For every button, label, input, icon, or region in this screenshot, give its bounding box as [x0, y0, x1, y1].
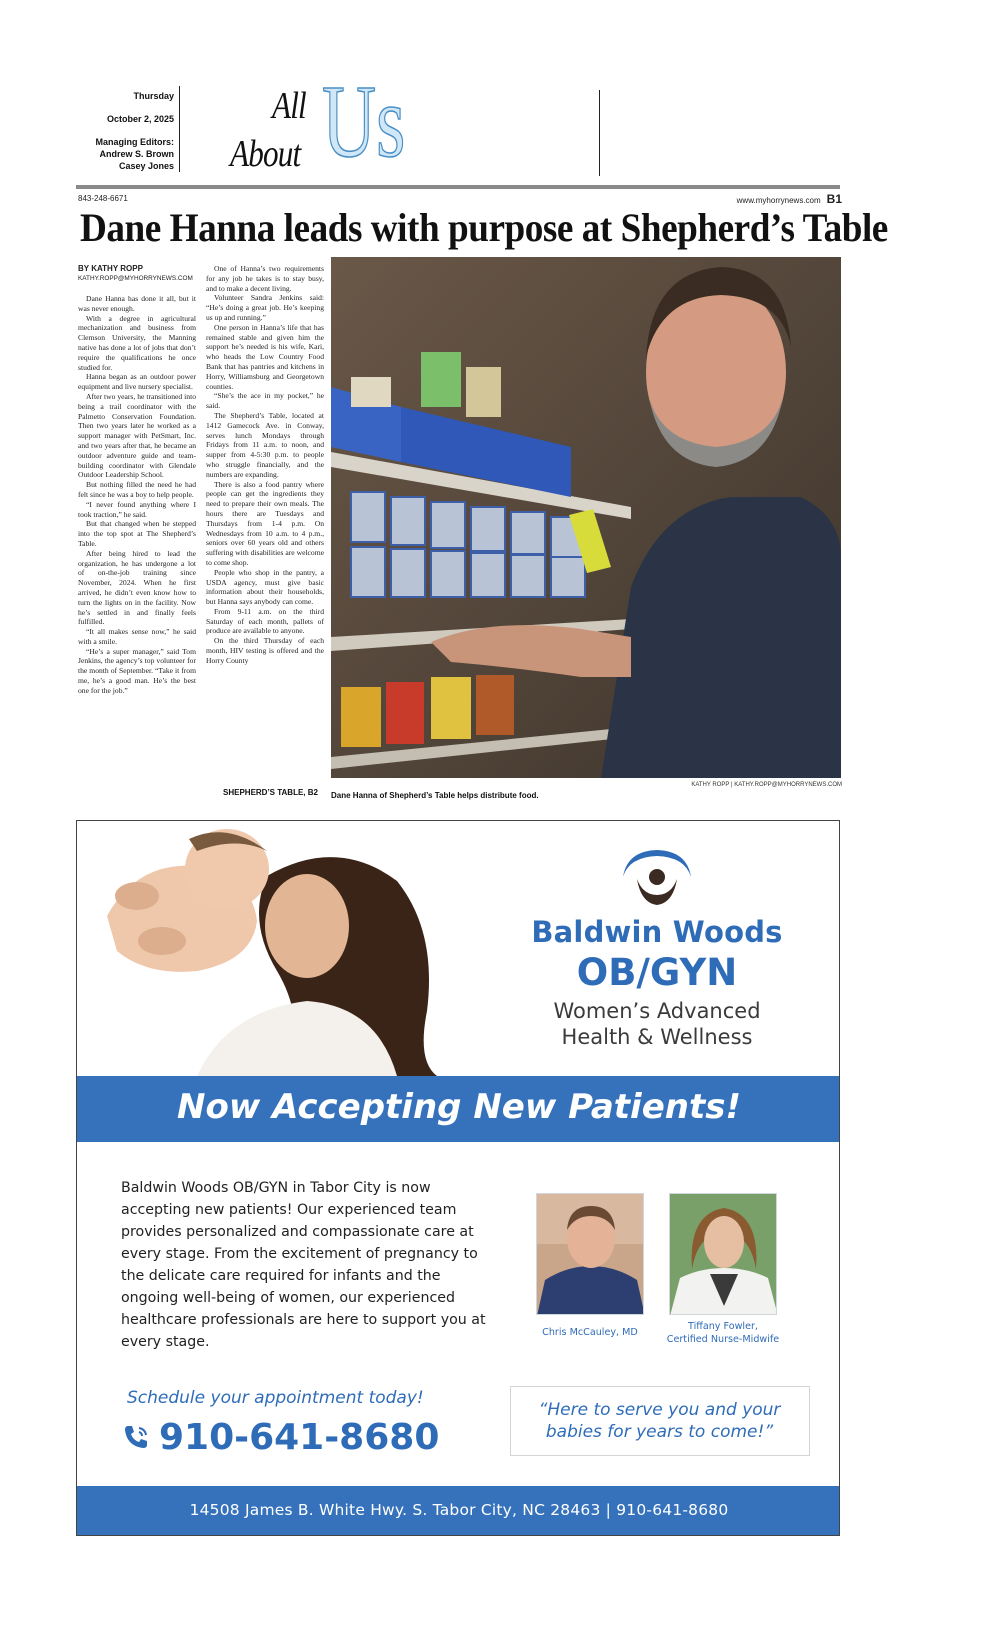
doctor-name: Chris McCauley, MD	[542, 1327, 638, 1338]
continued-jump-line[interactable]: SHEPHERD’S TABLE, B2	[223, 788, 318, 797]
phone-cta[interactable]	[121, 1414, 439, 1460]
paragraph: On the third Thursday of each month, HIV testing is offered and the Horry County	[206, 636, 324, 665]
ad-footer	[77, 1486, 840, 1536]
header-rule	[76, 185, 840, 189]
phone-number[interactable]: 910-641-8680	[159, 1416, 440, 1458]
website-and-page	[737, 192, 842, 206]
advertisement[interactable]	[76, 820, 840, 1536]
ad-banner-text: Now Accepting New Patients!	[177, 1087, 741, 1127]
paragraph: The Shepherd’s Table, located at 1412 Gamecock Ave. in Conway, serves lunch Mondays through Fridays from 11 a.m. to noon, and supper from 4-5:30 p.m. to people who struggle financially, and the numbers are expanding.	[206, 410, 324, 479]
logo-figure-icon	[617, 847, 697, 909]
article-column-1	[78, 264, 196, 696]
ad-tagline: Women’s Advanced	[553, 999, 761, 1023]
midwife-title: Certified Nurse-Midwife	[666, 1334, 780, 1345]
newsroom-phone: 843-248-6671	[78, 194, 128, 203]
paragraph: After two years, he transitioned into being a trail coordinator with the Palmetto Conservation Foundation. Then two years later he worked as a support manager with PetSmart, Inc. and two years after that, he became an outdoor adventure guide and team-building coordinator with Glendale Outdoor Leadership School.	[78, 391, 196, 480]
issue-date: October 2, 2025	[106, 114, 174, 124]
doctor-photo	[536, 1193, 644, 1315]
paragraph: Hanna began as an outdoor power equipment and live nursery specialist.	[78, 372, 196, 392]
photo-credit: KATHY ROPP | KATHY.ROPP@MYHORRYNEWS.COM	[691, 782, 842, 788]
ad-body-text: Baldwin Woods OB/GYN in Tabor City is now accepting new patients! Our experienced team provides personalized and compassionate care at every stage. From the excitement of pregnancy to the delicate care required for infants and the ongoing well-being of women, our experienced healthcare professionals are here to support you at every stage.	[121, 1180, 486, 1350]
paragraph: People who shop in the pantry, a USDA agency, must give basic information about their households, but Hanna says anybody can come.	[206, 567, 324, 607]
ad-tagline: Health & Wellness	[561, 1025, 753, 1049]
paragraph: Volunteer Sandra Jenkins said: “He’s doing a great job. He’s keeping us up and running.”	[206, 293, 324, 322]
paragraph: But that changed when he stepped into the top spot at The Shepherd’s Table.	[78, 519, 196, 548]
quote-line: “Here to serve you and your	[538, 1400, 781, 1420]
ad-brand-name: Baldwin Woods	[531, 915, 783, 949]
byline: BY KATHY ROPP	[78, 264, 143, 273]
editors-label: Managing Editors:	[95, 137, 174, 147]
masthead-divider	[599, 90, 600, 176]
paragraph: “I never found anything where I took traction,” he said.	[78, 499, 196, 519]
paragraph: Dane Hanna has done it all, but it was never enough.	[78, 294, 196, 313]
editor-name: Casey Jones	[118, 161, 174, 171]
website-link[interactable]: www.myhorrynews.com	[736, 196, 821, 205]
paragraph: “She’s the ace in my pocket,” he said.	[206, 391, 324, 411]
byline-email[interactable]: KATHY.ROPP@MYHORRYNEWS.COM	[78, 275, 193, 282]
masthead-meta	[76, 90, 174, 172]
paragraph: One person in Hanna’s life that has remained stable and given him the support he’s needed is his wife, Kari, who heads the Low Country Food Bank that has pantries and kitchens in Horry, Williamsburg and Georgetown counties.	[206, 322, 324, 391]
article-photo	[331, 257, 841, 778]
quote-text	[511, 1399, 808, 1443]
article-column-2	[206, 264, 324, 666]
phone-icon	[121, 1422, 151, 1452]
quote-box	[510, 1386, 810, 1456]
section-title-all: All	[272, 85, 306, 127]
section-title-us: Us	[322, 64, 406, 179]
editor-name: Andrew S. Brown	[99, 149, 174, 159]
photo-caption: Dane Hanna of Shepherd’s Table helps distribute food.	[331, 791, 539, 800]
ad-brand-specialty: OB/GYN	[576, 951, 738, 994]
midwife-name-text: Tiffany Fowler,	[688, 1321, 758, 1332]
page-number: B1	[826, 192, 842, 206]
article-headline: Dane Hanna leads with purpose at Shepherd’s Table	[80, 205, 888, 250]
paragraph: “It all makes sense now,” he said with a smile.	[78, 627, 196, 646]
midwife-photo	[669, 1193, 777, 1315]
issue-day: Thursday	[133, 91, 174, 101]
quote-line: babies for years to come!”	[545, 1422, 774, 1442]
midwife-name	[648, 1320, 798, 1346]
ad-address: 14508 James B. White Hwy. S. Tabor City, NC 28463 | 910-641-8680	[189, 1501, 729, 1519]
paragraph: But nothing filled the need he had felt since he was a boy to help people.	[78, 480, 196, 499]
paragraph: From 9-11 a.m. on the third Saturday of each month, pallets of produce are available to anyone.	[206, 606, 324, 636]
schedule-cta: Schedule your appointment today!	[127, 1388, 424, 1408]
photo-illustration	[331, 257, 841, 778]
paragraph: “He’s a super manager,” said Tom Jenkins, the agency’s top volunteer for the month of September. “Take it from me, he’s a good man. He’s the best one for the job.”	[78, 646, 196, 695]
paragraph: After being hired to lead the organization, he has undergone a lot of on-the-job training since November, 2024. When he first arrived, he didn’t even know how to turn the lights on in the facility. Now he’s settled in and finally feels fulfilled.	[78, 548, 196, 627]
ad-banner	[77, 1076, 840, 1142]
masthead-divider	[179, 86, 180, 172]
section-title-about: About	[230, 133, 301, 175]
masthead	[76, 64, 840, 184]
paragraph: With a degree in agricultural mechanization and business from Clemson University, the Manning native has done a lot of jobs that don’t require the qualifications he once studied for.	[78, 313, 196, 372]
paragraph: There is also a food pantry where people can get the ingredients they need to prepare their own meals. The hours there are Tuesdays and Thursdays from 1-4 p.m. On Wednesdays from 10 a.m. to 4 p.m., seniors over 60 years old and others suffering with disabilities are welcome to come shop.	[206, 479, 324, 567]
paragraph: One of Hanna’s two requirements for any job he takes is to stay busy, and to make a decent living.	[206, 264, 324, 293]
